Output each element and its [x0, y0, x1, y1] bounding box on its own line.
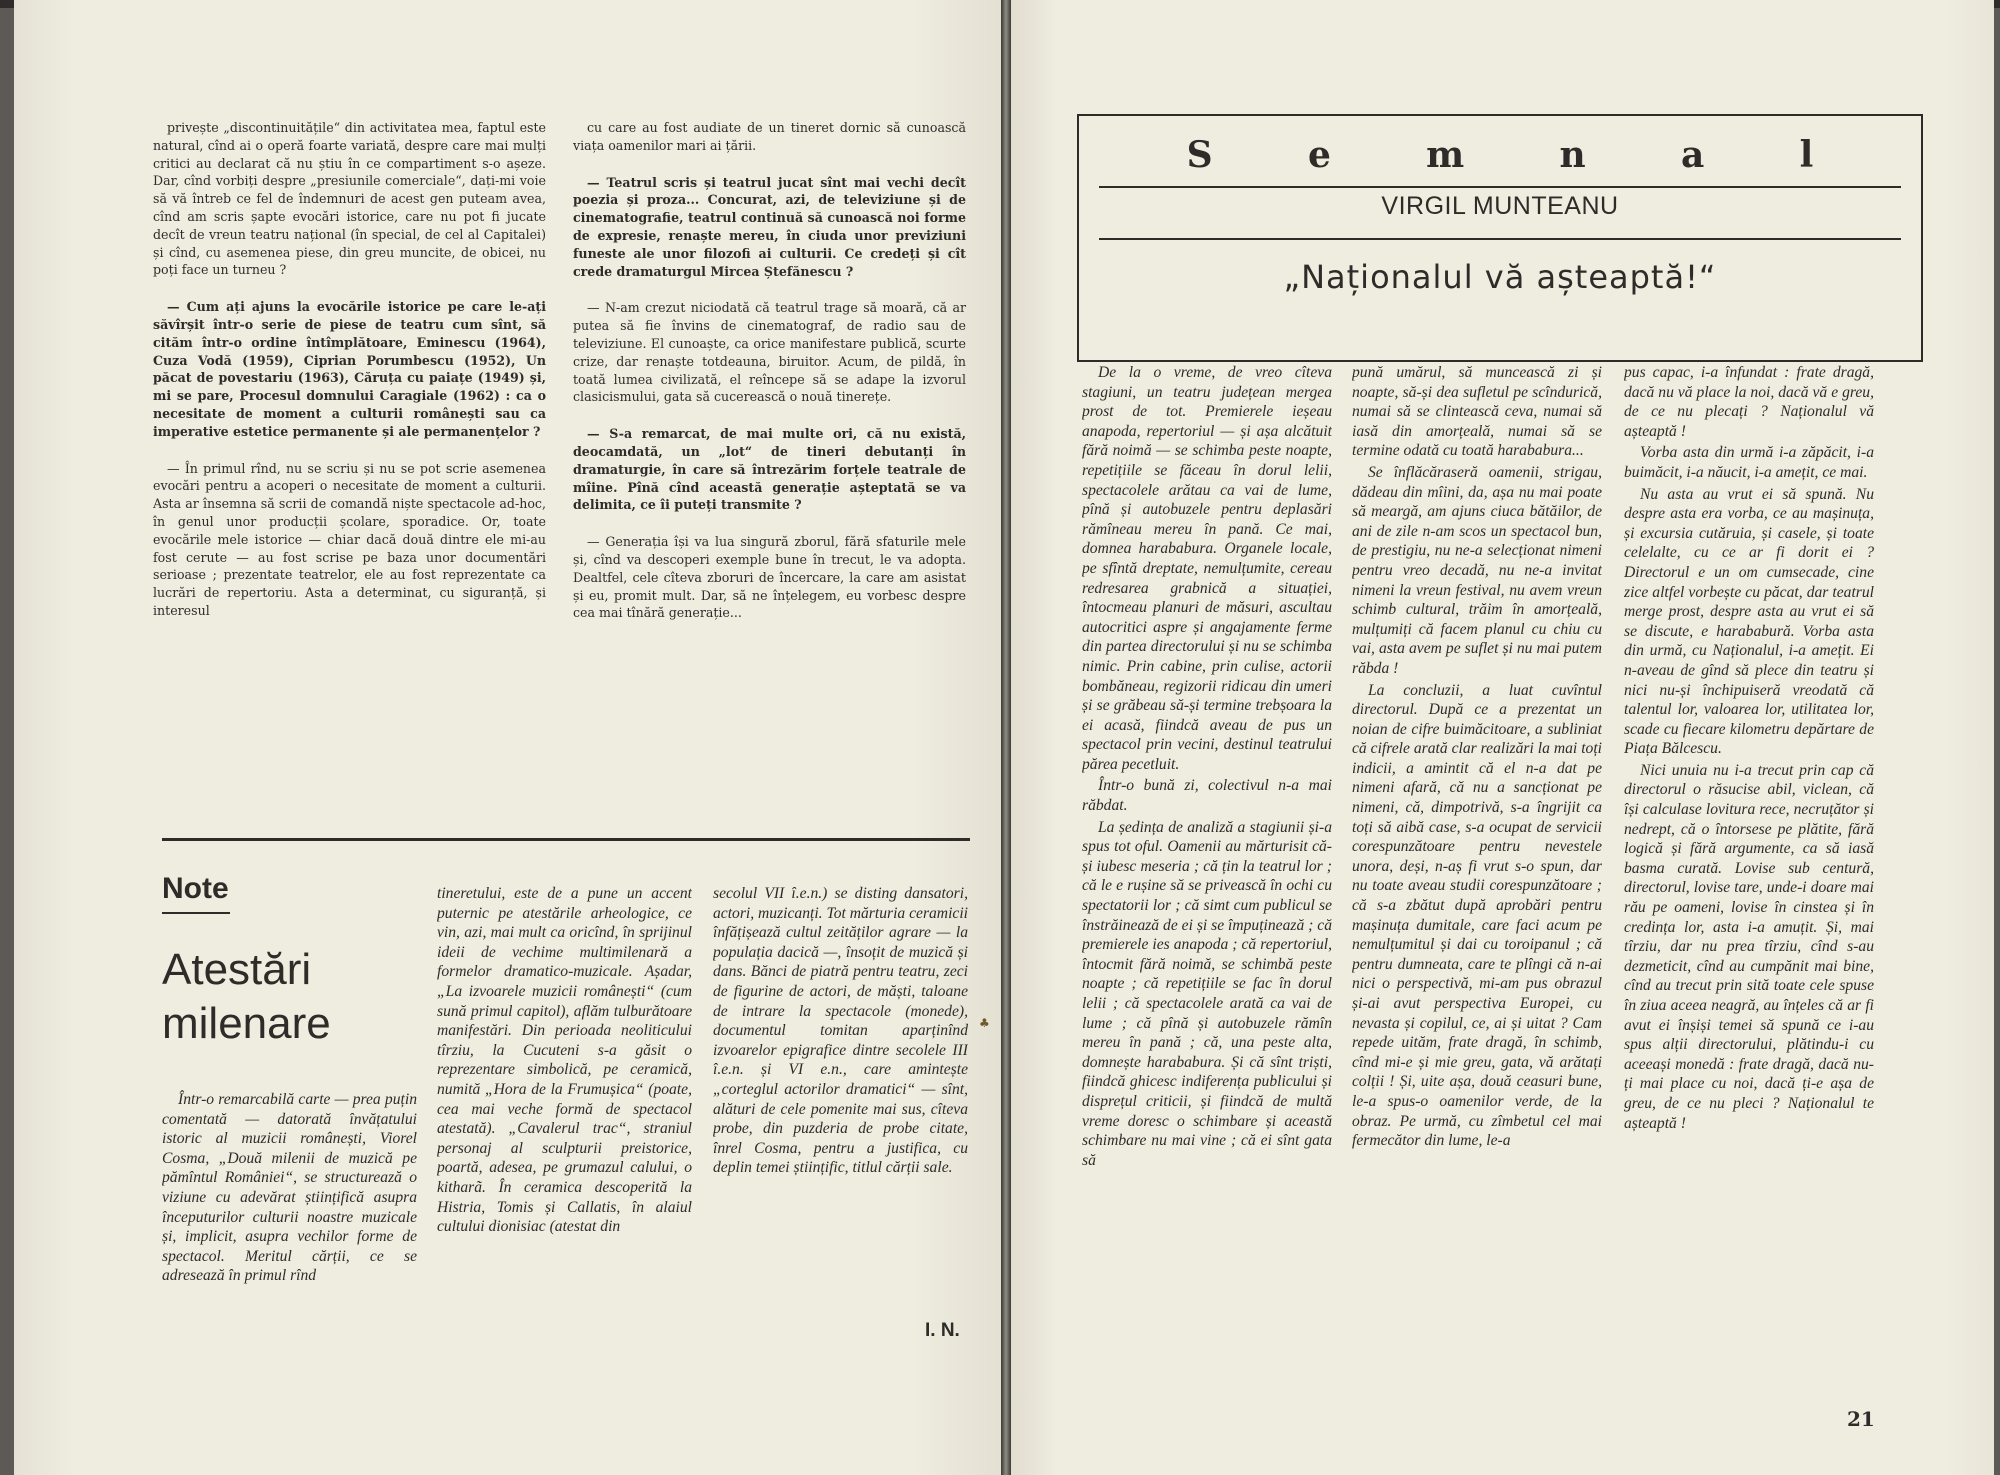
- interview-answer: privește „discontinuitățile“ din activitatea mea, faptul este natural, cînd ai o operă foarte variată, despre care mai mulți critici au declarat că nu știu în ce compartiment s-o așeze. Dar, cînd vorbiți despre „presiunile comerciale“, dați-mi voie să vă întreb ce fel de îndemnuri de acest gen puteam avea, cînd am scris șapte evocări istorice, care nu pot fi jucate decît de vreun teatru național (în special, de cel al Capitalei) și cînd, cu asemenea piese, din greu muncite, de obicei, nu poți face un turneu ?: [153, 120, 546, 278]
- article-paragraph: La ședința de analiză a stagiunii și-a spus tot oful. Oamenii au mărturisit că-și iubesc meseria ; că țin la teatrul lor ; că le e rușine să se privească în ochi cu spectatorii lor ; că simt cum publicul se înstrăinează de ei și se împuținează ; că premierele ies anapoda ; că repertoriul, întocmit fără noimă, se schimbă peste noapte ; că repetițiile se fac în dorul lelii ; că spectacolele arată ca vai de lume ; că pînă și autobuzele rămîn mereu în pană ; că, una peste alta, domnește harababura. Și că sînt triști, fiindcă ghicesc indiferența publicului și disprețul criticii, și fiindcă de multă vreme doresc o schimbare și această schimbare nu mai vine ; că ei sînt gata să: [1082, 818, 1332, 1169]
- interview-column-2: [573, 119, 966, 799]
- notes-column-1: [162, 1090, 417, 1370]
- article-paragraph: Nu asta au vrut ei să spună. Nu despre asta era vorba, ce au mașinuța, și excursia cutăruia, și casele, și toate celelalte, cu ce ar fi dorit ei ? Directorul e un om cumsecade, cine zice altfel vorbește cu păcat, dar teatrul merge prost, despre asta au vrut ei să se discute, e harababură. Vorba asta din urmă, cu Naționalul, i-a amețit. Ei n-aveau de gînd să plece din teatru și nici nu-și închipuiseră vreodată că talentul lor, valoarea lor, utilitatea lor, scade cu fiecare kilometru depărtare de Piața Bălcescu.: [1624, 485, 1874, 758]
- article-paragraph: pună umărul, să muncească zi și noapte, să-și dea sufletul pe scîndurică, numai să se clintească ceva, numai să iasă din amorțeală, numai să se termine odată cu toată harababura...: [1352, 364, 1602, 460]
- notes-label-underline: [162, 912, 230, 914]
- notes-column-3: [713, 884, 968, 1214]
- article-paragraph: La concluzii, a luat cuvîntul directorul. După ce a prezentat un noian de cifre buimăcitoare, a subliniat că cifrele arată clar realizări la mai toți indicii, a amintit că el n-a dat pe nimeni afară, că nu a sancționat pe nimeni, că, dimpotrivă, s-a îngrijit ca toți să aibă case, s-a ocupat de servicii corespunzătoare pentru nevestele unora, deși, n-aș fi vrut s-o spun, dar nu toate aveau studii corespunzătoare ; că s-a zbătut după aprobări pentru mașinuța dumitale, care faci acum pe nemulțumitul și dai cu toroipanul ; că pentru dumneata, care te plîngi că n-ai nici o perspectivă, mi-am pus obrazul și-ai avut perspectiva Europei, cu nevasta și copilul, ce, ai și uitat ? Cam repede uităm, frate dragă, în schimb, cînd mi-e și mie greu, gata, vă arătați colții ! Și, uite așa, două ceasuri bune, le-a spus-o oamenilor verde, de la obraz. Pe urmă, cu zîmbetul cel mai fermecător din lume, le-a: [1352, 681, 1602, 1150]
- article-paragraph: Într-o bună zi, colectivul n-a mai răbdat.: [1082, 777, 1332, 815]
- page-number: 21: [1847, 1407, 1875, 1431]
- semnal-header-box: [1077, 114, 1923, 362]
- box-divider-top: [1099, 186, 1901, 188]
- article-column-2: [1352, 363, 1602, 1363]
- article-column-3: [1624, 363, 1874, 1363]
- rubric-letter: n: [1559, 134, 1586, 176]
- rubric-letter: e: [1307, 134, 1331, 176]
- rubric-letter: a: [1681, 134, 1705, 176]
- interview-answer: — N-am crezut niciodată că teatrul trage să moară, că ar putea să fie învins de cinematograf, de radio sau de televiziune. El cunoaște, ca orice manifestare publică, scurte crize, dar renaște totdeauna, biruitor. Acum, de pildă, în toată lumea civilizată, el reîncepe să se adape la izvorul clasicismului, gata să cucerească o nouă tinerețe.: [573, 300, 966, 405]
- notes-column-2: [437, 884, 692, 1364]
- box-divider-bottom: [1099, 238, 1901, 240]
- article-author: VIRGIL MUNTEANU: [1381, 192, 1619, 220]
- rubric-letter: l: [1799, 134, 1814, 176]
- article-title: „Naționalul vă așteaptă!“: [1283, 258, 1717, 296]
- article-column-1: [1082, 363, 1332, 1363]
- article-paragraph: Vorba asta din urmă i-a zăpăcit, i-a buimăcit, i-a năucit, i-a amețit, ce mai.: [1624, 444, 1874, 481]
- article-paragraph: De la o vreme, de vreo cîteva stagiuni, un teatru județean mergea prost de tot. Premierele ieșeau anapoda, repertoriul — și așa alcătuit fără noimă — se schimba peste noapte, repetițiile se făceau în dorul lelii, spectacolele arătau ca vai de lume, pînă și autobuzele pentru deplasări rămîneau mereu în pană. Ce mai, domnea harababura. Organele locale, pe sfîntă dreptate, nemulțumite, cereau redresarea grabnică a situației, întocmeau planuri de măsuri, ascultau autocritici aspre și angajamente ferme din partea directorului și nu se schimba nimic. Prin cabine, prin culise, actorii bombăneau, regizorii ridicau din umeri și se grăbeau să-și termine trebșoara la ei acasă, fiindcă aveau de pus un spectacol prin vecini, destinul teatrului părea pecetluit.: [1082, 364, 1332, 773]
- interview-column-1: [153, 119, 546, 799]
- notes-paragraph: secolul VII î.e.n.) se disting dansatori, actori, muzicanți. Tot mărturia ceramicii înfățișează cultul zeităților agrare — la populația dacică —, însoțit de muzică și dans. Bănci de piatră pentru teatru, zeci de figurine de actori, de măști, taloane de intrare la spectacole (monede), documentul tomitan aparținînd izvoarelor epigrafice dintre secolele III î.e.n. și VI e.n., care amintește „corteglul actorilor dramatici“ — sînt, alături de cele pomenite mai sus, cîteva probe, din puzderia de probe citate, înrel Cosma, pentru a justifica, cu deplin temei științific, titlul cărții sale.: [713, 885, 968, 1177]
- notes-label: Note: [162, 872, 229, 905]
- article-paragraph: Se înflăcăraseră oamenii, strigau, dădeau din mîini, da, așa nu mai poate să meargă, am ajuns ciuca bătăilor, de ani de zile n-am scos un spectacol bun, de prestigiu, nu ne-a selecționat nimeni pentru vreo decadă, nu ne-a invitat nimeni la vreun festival, nu avem vreun schimb cultural, trăim în amorțeală, mulțumiți că facem planul cu chiu cu vai, asta avem pe suflet și nu mai putem răbda !: [1352, 463, 1602, 677]
- interview-answer: cu care au fost audiate de un tineret dornic să cunoască viața oamenilor mari ai țării.: [573, 120, 966, 153]
- interview-question: — S-a remarcat, de mai multe ori, că nu există, deocamdată, un „lot“ de tineri debutanți în dramaturgie, în care să întrezărim forțele teatrale de mîine. Pînă cînd această generație așteptată se va delimita, ce îi puteți transmite ?: [573, 426, 966, 513]
- rubric-letter: m: [1426, 134, 1465, 176]
- section-divider: [162, 838, 970, 841]
- interview-question: — Cum ați ajuns la evocările istorice pe care le-ați săvîrșit într-o serie de piese de teatru cum sînt, să cităm într-o ordine întîmplătoare, Eminescu (1964), Cuza Vodă (1959), Ciprian Porumbescu (1952), Un păcat de povestariu (1963), Căruța cu paiațe (1949) și, mi se pare, Procesul domnului Caragiale (1962) : ca o necesitate de moment a culturii românești sau ca imperative estetice permanente și ale permanențelor ?: [153, 299, 546, 439]
- article-paragraph: pus capac, i-a înfundat : frate dragă, dacă nu vă place la noi, dacă vă e greu, de ce nu plecați ? Naționalul vă așteaptă !: [1624, 364, 1874, 440]
- notes-title: Atestări milenare: [162, 945, 331, 1048]
- rubric-letter: S: [1186, 134, 1213, 176]
- interview-answer: — Generația își va lua singură zborul, fără sfaturile mele și, cînd va descoperi exemple bune în trecut, le va adopta. Dealtfel, cele cîteva zboruri de încercare, la care am asistat și eu, promit mult. Dar, să ne înțelegem, eu vorbesc despre cea mai tînără generație...: [573, 534, 966, 621]
- interview-question: — Teatrul scris și teatrul jucat sînt mai vechi decît poezia și proza... Concurat, azi, de televiziune și de cinematografie, teatrul continuă să cunoască noi forme de expresie, renaște mereu, în ciuda unor previziuni funeste ale unor filozofi ai culturii. Ce credeți și cît crede dramaturgul Mircea Ștefănescu ?: [573, 174, 966, 279]
- notes-paragraph: Într-o remarcabilă carte — prea puțin comentată — datorată învățatului istoric al muzicii românești, Viorel Cosma, „Două milenii de muzică pe pămîntul României“, se structurează o viziune cu adevărat științifică asupra începuturilor culturii noastre muzicale și, implicit, asupra vechilor forme de spectacol. Meritul cărții, ce se adresează în primul rînd: [162, 1091, 417, 1285]
- notes-paragraph: tineretului, este de a pune un accent puternic pe atestările arheologice, ce vin, azi, mai mult ca oricînd, în sprijinul ideii de vechime multimilenară a formelor dramatico-muzicale. Așadar, „La izvoarele muzicii românești“ (cum sună primul capitol), aflăm tulburătoare manifestări. Din perioada neoliticului tîrziu, la Cucuteni s-a găsit o reprezentare simbolică, pe ceramică, numită „Hora de la Frumușica“ (poate, cea mai veche formă de spectacol atestată). „Cavalerul trac“, straniul personaj al sculpturii preistorice, poartă, adesea, pe grumazul calului, o kitharã. În ceramica descoperită la Histria, Tomis și Callatis, în alaiul cultului dionisiac (atestat din: [437, 885, 692, 1236]
- notes-signature: I. N.: [925, 1320, 960, 1341]
- book-gutter: [1001, 0, 1011, 1475]
- interview-answer: — În primul rînd, nu se scriu și nu se pot scrie asemenea evocări pentru a acoperi o necesitate de moment a culturii. Asta ar însemna să scrii de comandă niște spectacole ad-hoc, în genul unor producții școlare, sporadice. Or, toate evocările mele istorice — chiar dacă două dintre ele mi-au fost cerute — au fost scrise pe baza unor documentări serioase ; prezentate teatrelor, ele au fost reprezentate ca lucrări de repertoriu. Asta a determinat, cu siguranță, și interesul: [153, 460, 546, 618]
- margin-mark: ♣: [979, 1016, 990, 1030]
- article-paragraph: Nici unuia nu i-a trecut prin cap că directorul o răsucise abil, viclean, că își calculase lovitura rece, necruțător și nedrept, că o întorsese pe plătite, fără logică și fără argumente, ca să iasă basma curată. Lovise sub centură, directorul, lovise tare, unde-i doare mai rău pe oameni, lovise în cinstea și în credința lor, asta i-a amuțit. Și, mai tîrziu, dar nu prea tîrziu, cînd s-au dezmeticit, cînd au cumpănit mai bine, cînd au trecut prin sită toate cele spuse în ziua aceea neagră, au înțeles că ar fi avut ei înșiși temei să spună ce i-au spus alții directorului, plătindu-i cu aceeași monedă : frate dragă, dacă nu-ți mai place cu noi, dacă ți-e așa de greu, de ce nu pleci ? Naționalul te așteaptă !: [1624, 761, 1874, 1132]
- rubric-semnal: [1079, 134, 1921, 176]
